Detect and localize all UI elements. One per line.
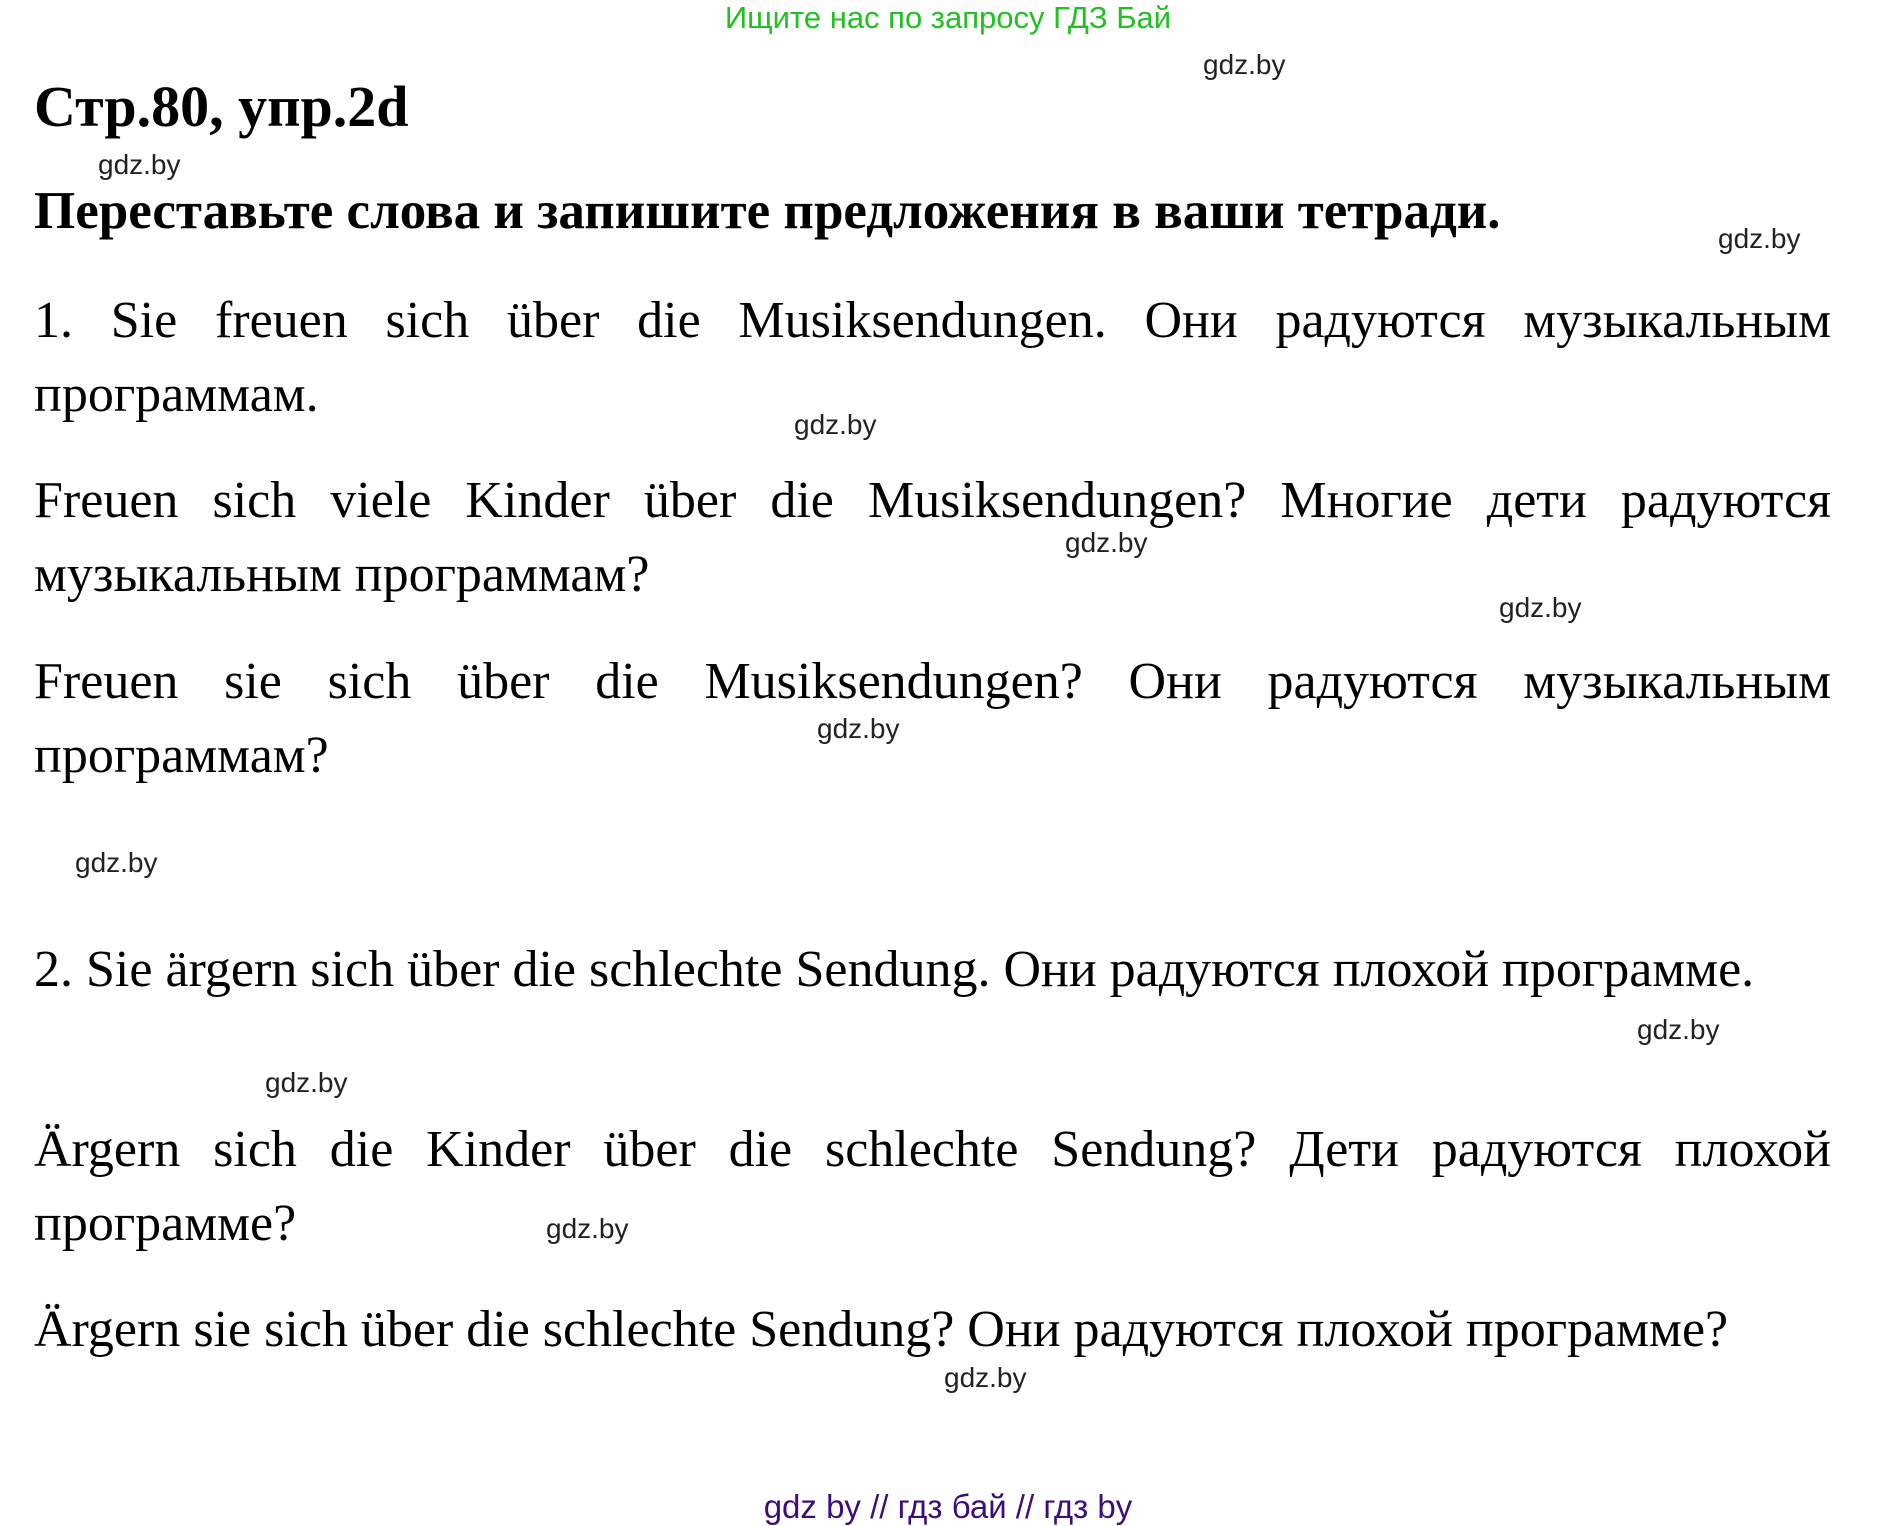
watermark: gdz.by [794, 409, 877, 440]
watermark: gdz.by [1718, 223, 1801, 254]
page-title: Стр.80, упр.2d [34, 74, 409, 139]
exercise-1-sentence-2: Freuen sich viele Kinder über die Musiksendungen? Многие дети радуются музыкальным программам? [34, 472, 1831, 603]
watermark: gdz.by [817, 713, 900, 744]
watermark: gdz.by [1499, 592, 1582, 623]
exercise-1-sentence-1: 1. Sie freuen sich über die Musiksendungen. Они радуются музыкальным программам. [34, 292, 1831, 423]
watermark: gdz.by [546, 1213, 629, 1244]
watermark: gdz.by [98, 149, 181, 180]
watermark: gdz.by [1637, 1014, 1720, 1045]
watermark: gdz.by [944, 1362, 1027, 1393]
exercise-2-sentence-2: Ärgern sich die Kinder über die schlechte Sendung? Дети радуются плохой программе? [34, 1121, 1831, 1252]
footer-links[interactable]: gdz by // гдз бай // гдз by [763, 1488, 1133, 1525]
watermark: gdz.by [75, 847, 158, 878]
watermark: gdz.by [265, 1067, 348, 1098]
promo-banner[interactable]: Ищите нас по запросу ГДЗ Бай [724, 0, 1172, 35]
instruction-heading: Переставьте слова и запишите предложения в ваши тетради. [34, 182, 1501, 240]
watermark: gdz.by [1065, 527, 1148, 558]
watermark: gdz.by [1203, 49, 1286, 80]
exercise-1-sentence-3: Freuen sie sich über die Musiksendungen? Они радуются музыкальным программам? [34, 653, 1831, 784]
exercise-2-sentence-3: Ärgern sie sich über die schlechte Sendung? Они радуются плохой программе? [34, 1301, 1729, 1358]
exercise-2-sentence-1: 2. Sie ärgern sich über die schlechte Sendung. Они радуются плохой программе. [34, 941, 1755, 998]
